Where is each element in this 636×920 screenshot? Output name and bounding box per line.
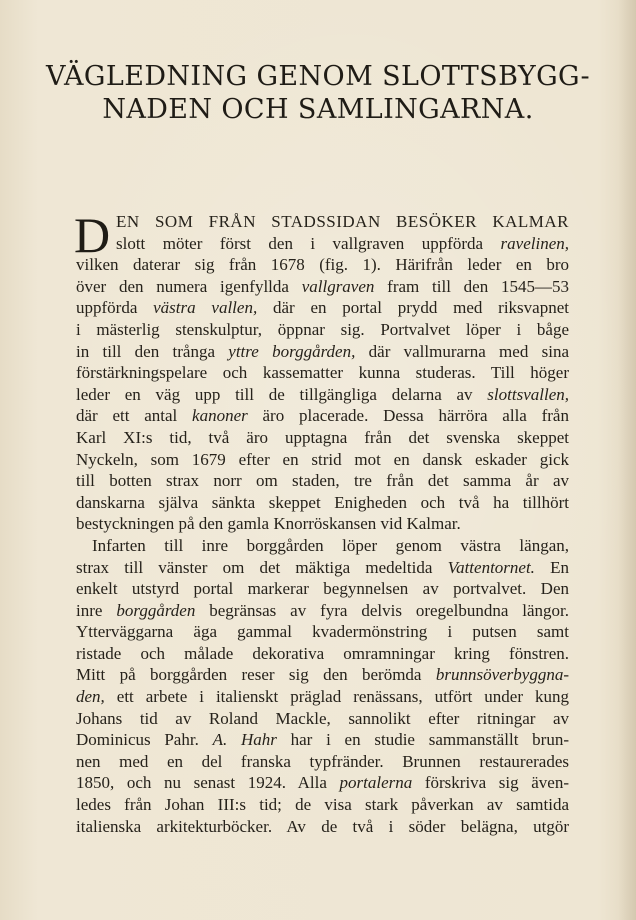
text-line: där ett antal kanoner äro placerade. Dessa härröra alla från — [76, 406, 569, 426]
text-line: Ytterväggarna äga gammal kvadermönstring i putsen samt — [76, 622, 569, 642]
drop-cap: D — [74, 207, 111, 263]
text-line: bestyckningen på den gamla Knorröskansen vid Kalmar. — [76, 514, 461, 534]
text-line: Karl XI:s tid, två äro upptagna från det svenska skeppet — [76, 427, 569, 447]
body-text — [74, 207, 570, 837]
page-title — [40, 60, 596, 126]
text-line: Infarten till inre borggården löper genom västra längan, — [92, 535, 569, 555]
text-line: slott möter först den i vallgraven uppförda ravelinen, — [116, 233, 569, 253]
text-line: nen med en del franska typfränder. Brunnen restaurerades — [76, 751, 569, 771]
text-line: EN SOM FRÅN STADSSIDAN BESÖKER KALMAR — [116, 212, 569, 231]
text-line: danskarna själva sänkta skeppet Enigheden och två ha tillhört — [76, 492, 569, 512]
text-line: Mitt på borggården reser sig den berömda brunnsöverbyggna- — [76, 665, 569, 685]
text-line: enkelt utstyrd portal markerar begynnelsen av portvalvet. Den — [76, 579, 569, 599]
title-line-2: NADEN OCH SAMLINGARNA. — [102, 94, 534, 125]
text-line: över den numera igenfyllda vallgraven fram till den 1545—53 — [76, 276, 569, 296]
text-line: Nyckeln, som 1679 efter en strid mot en dansk eskader gick — [76, 449, 569, 469]
text-line: strax till vänster om det mäktiga medeltida Vattentornet. En — [76, 557, 570, 577]
text-line: inre borggården begränsas av fyra delvis oregelbundna längor. — [76, 600, 569, 620]
text-line: i mästerlig stenskulptur, öppnar sig. Portvalvet löper i båge — [76, 319, 569, 339]
text-line: italienska arkitekturböcker. Av de två i söder belägna, utgör — [76, 816, 569, 836]
text-line: vilken daterar sig från 1678 (fig. 1). Härifrån leder en bro — [76, 255, 569, 275]
text-line: Johans tid av Roland Mackle, sannolikt efter ritningar av — [76, 708, 569, 728]
text-line: uppförda västra vallen, där en portal prydd med riksvapnet — [76, 298, 569, 318]
page-edge-shadow — [618, 0, 636, 920]
text-line: till botten strax norr om staden, tre från det samma år av — [76, 471, 569, 491]
text-line: förstärkningspelare och kassematter kunna studeras. Till höger — [76, 363, 569, 383]
text-line: ledes från Johan III:s tid; de visa stark påverkan av samtida — [76, 795, 569, 815]
text-line: 1850, och nu senast 1924. Alla portalerna förskriva sig även- — [76, 773, 570, 793]
text-line: leder en väg upp till de tillgängliga delarna av slottsvallen, — [76, 384, 569, 404]
text-line: ristade och målade dekorativa omramningar kring fönstren. — [76, 643, 569, 663]
title-line-1: VÄGLEDNING GENOM SLOTTSBYGG- — [45, 61, 591, 92]
text-line: in till den trånga yttre borggården, där vallmurarna med sina — [76, 341, 569, 361]
text-line: den, ett arbete i italienskt präglad renässans, utfört under kung — [76, 687, 569, 707]
text-line: Dominicus Pahr. A. Hahr har i en studie sammanställt brun- — [76, 730, 569, 750]
